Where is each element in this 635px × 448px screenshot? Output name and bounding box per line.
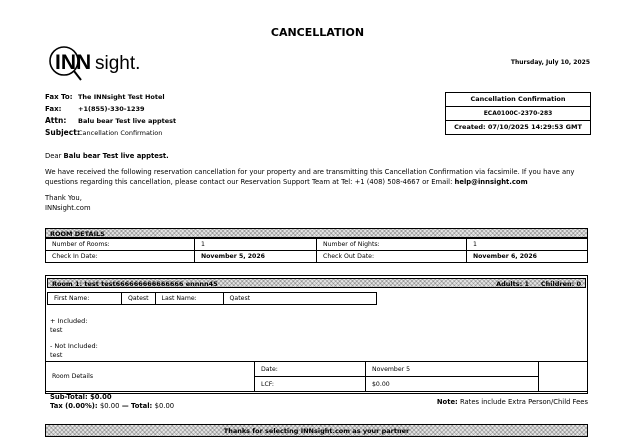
lcf-value: $0.00 bbox=[366, 377, 539, 392]
room-details-table bbox=[45, 238, 588, 263]
greeting-prefix: Dear bbox=[45, 152, 64, 160]
rate-date-value: November 5 bbox=[366, 362, 539, 377]
last-name-label: Last Name: bbox=[155, 293, 223, 305]
room-1-title: Room 1: test test666666666666666 ennnn45 bbox=[52, 280, 218, 288]
fax-value: +1(855)-330-1239 bbox=[78, 105, 145, 113]
subtotal: Sub-Total: $0.00 bbox=[50, 393, 112, 401]
guest-name-table bbox=[47, 292, 377, 305]
not-included-value: test bbox=[50, 350, 63, 359]
fax-label: Fax: bbox=[45, 105, 62, 113]
total-label: — Total: bbox=[119, 401, 155, 410]
totals bbox=[50, 393, 174, 410]
room-1-children: Children: 0 bbox=[540, 280, 581, 288]
tax-label: Tax (0.00%): bbox=[50, 401, 100, 410]
letter-body-text: We have received the following reservation cancellation for your property and are transmitting this Cancellation Confirmation via facsimile. If you have any questions regarding this cancellation, please contact our Reservation Support Team at Tel: +1 (408) 508-4667 or Email: bbox=[45, 168, 575, 186]
tax-value: $0.00 bbox=[99, 401, 120, 410]
included-label: + Included: bbox=[50, 317, 88, 325]
last-name-value: Qatest bbox=[223, 293, 376, 305]
nights-value: 1 bbox=[467, 239, 588, 251]
attn-label: Attn: bbox=[45, 116, 67, 125]
rooms-value: 1 bbox=[195, 239, 317, 251]
subject-value: Cancellation Confirmation bbox=[78, 129, 163, 137]
thanks-text: Thanks for selecting INNsight.com as your partner bbox=[223, 427, 410, 435]
checkin-value: November 5, 2026 bbox=[195, 251, 317, 263]
confirmation-created: Created: 07/10/2025 14:29:53 GMT bbox=[454, 123, 582, 131]
signoff-line-2: INNsight.com bbox=[45, 203, 91, 212]
attn-value: Balu bear Test live apptest bbox=[78, 117, 177, 125]
letter-body bbox=[45, 168, 590, 187]
rate-date-label: Date: bbox=[255, 362, 366, 377]
support-email-link[interactable]: help@innsight.com bbox=[454, 177, 528, 186]
page-title: CANCELLATION bbox=[270, 26, 365, 39]
nights-label: Number of Nights: bbox=[317, 239, 467, 251]
not-included-label: - Not Included: bbox=[50, 342, 98, 350]
first-name-value: Qatest bbox=[122, 293, 156, 305]
svg-text:sight.: sight. bbox=[95, 53, 141, 74]
thanks-banner bbox=[45, 424, 588, 437]
confirmation-heading: Cancellation Confirmation bbox=[470, 95, 566, 103]
checkout-label: Check Out Date: bbox=[317, 251, 467, 263]
subject-label: Subject: bbox=[45, 128, 80, 137]
first-name-label: First Name: bbox=[48, 293, 122, 305]
innsight-logo bbox=[45, 40, 165, 86]
fax-to-label: Fax To: bbox=[45, 93, 73, 101]
rooms-label: Number of Rooms: bbox=[46, 239, 195, 251]
checkout-value: November 6, 2026 bbox=[467, 251, 588, 263]
room-details-title: ROOM DETAILS bbox=[50, 230, 105, 238]
checkin-label: Check In Date: bbox=[46, 251, 195, 263]
room-1-adults: Adults: 1 bbox=[496, 280, 529, 288]
room-details-header bbox=[45, 228, 588, 238]
total-value: $0.00 bbox=[154, 401, 175, 410]
letter-greeting bbox=[45, 152, 590, 162]
fax-to-value: The INNsight Test Hotel bbox=[78, 93, 165, 101]
included-value: test bbox=[50, 325, 63, 334]
confirmation-box bbox=[445, 92, 591, 135]
rates-note bbox=[437, 398, 588, 406]
fax-block bbox=[45, 91, 176, 139]
note-text: Rates include Extra Person/Child Fees bbox=[457, 398, 588, 406]
room-details-label: Room Details bbox=[46, 362, 255, 392]
inclusions bbox=[50, 317, 98, 359]
confirmation-number: ECA0100C-2370-283 bbox=[446, 106, 590, 121]
note-label: Note: bbox=[436, 398, 458, 406]
document-date: Thursday, July 10, 2025 bbox=[510, 59, 590, 66]
greeting-name: Balu bear Test live apptest. bbox=[63, 152, 169, 160]
lcf-label: LCF: bbox=[255, 377, 366, 392]
letter-signoff bbox=[45, 194, 590, 213]
room-1-header bbox=[47, 278, 586, 288]
svg-text:INN: INN bbox=[55, 51, 92, 74]
signoff-line-1: Thank You, bbox=[45, 194, 82, 202]
rate-table bbox=[45, 361, 588, 392]
